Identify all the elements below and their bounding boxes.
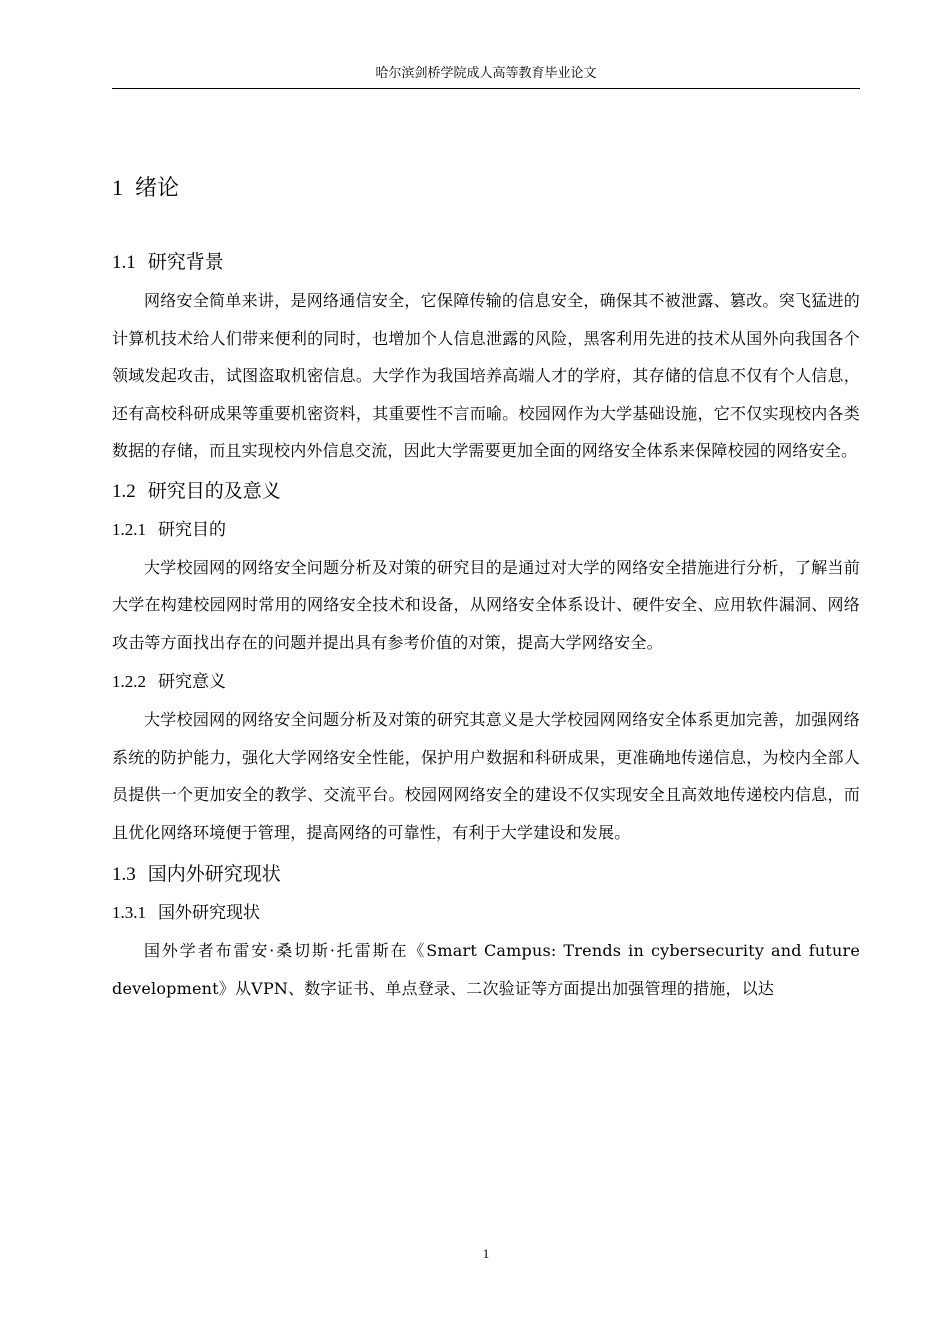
subsection-title: 研究意义 [158,672,226,692]
chapter-title: 绪论 [135,176,180,201]
chapter-number: 1 [112,175,123,200]
document-body [112,168,860,1007]
section-title: 研究背景 [147,251,224,273]
subsection-heading-1-2-2 [112,667,860,697]
running-header: 哈尔滨剑桥学院成人高等教育毕业论文 [375,66,597,81]
page-number: 1 [482,1246,490,1261]
subsection-number: 1.3.1 [112,903,146,922]
paragraph-significance: 大学校园网的网络安全问题分析及对策的研究其意义是大学校园网网络安全体系更加完善，加强网络系统的防护能力，强化大学网络安全性能，保护用户数据和科研成果，更准确地传递信息，为校内全部人员提供一个更加安全的教学、交流平台。校园网网络安全的建设不仅实现安全且高效地传递校内信息，而且优化网络环境便于管理，提高网络的可靠性，有利于大学建设和发展。 [112,710,860,842]
subsection-title: 国外研究现状 [158,903,260,923]
subsection-heading-1-2-1 [112,515,860,545]
section-heading-1-1 [112,245,860,280]
section-title: 研究目的及意义 [147,479,281,502]
section-number: 1.3 [112,864,136,885]
paragraph-foreign-research: 国外学者布雷安·桑切斯·托雷斯在《Smart Campus: Trends in cybersecurity and future development》从VPN、数字证书、单点登录、二次验证等方面提出加强管理的措施，以达 [112,941,860,998]
subsection-title: 研究目的 [158,519,226,540]
section-heading-1-2 [112,474,860,509]
paragraph-purpose: 大学校园网的网络安全问题分析及对策的研究目的是通过对大学的网络安全措施进行分析，了解当前大学在构建校园网时常用的网络安全技术和设备，从网络安全体系设计、硬件安全、应用软件漏洞、网络攻击等方面找出存在的问题并提出具有参考价值的对策，提高大学网络安全。 [112,557,860,652]
section-number: 1.2 [112,480,136,502]
section-title: 国内外研究现状 [147,863,281,885]
section-number: 1.1 [112,252,136,273]
subsection-number: 1.2.2 [112,672,146,691]
header-divider [112,88,860,89]
chapter-heading [112,168,860,209]
subsection-number: 1.2.1 [112,519,146,539]
paragraph-background: 网络安全简单来讲，是网络通信安全，它保障传输的信息安全，确保其不被泄露、篡改。突飞猛进的计算机技术给人们带来便利的同时，也增加个人信息泄露的风险，黑客利用先进的技术从国外向我国各个领域发起攻击，试图盗取机密信息。大学作为我国培养高端人才的学府，其存储的信息不仅有个人信息，还有高校科研成果等重要机密资料，其重要性不言而喻。校园网作为大学基础设施，它不仅实现校内各类数据的存储，而且实现校内外信息交流，因此大学需要更加全面的网络安全体系来保障校园的网络安全。 [112,291,860,460]
subsection-heading-1-3-1 [112,898,860,928]
section-heading-1-3 [112,857,860,892]
